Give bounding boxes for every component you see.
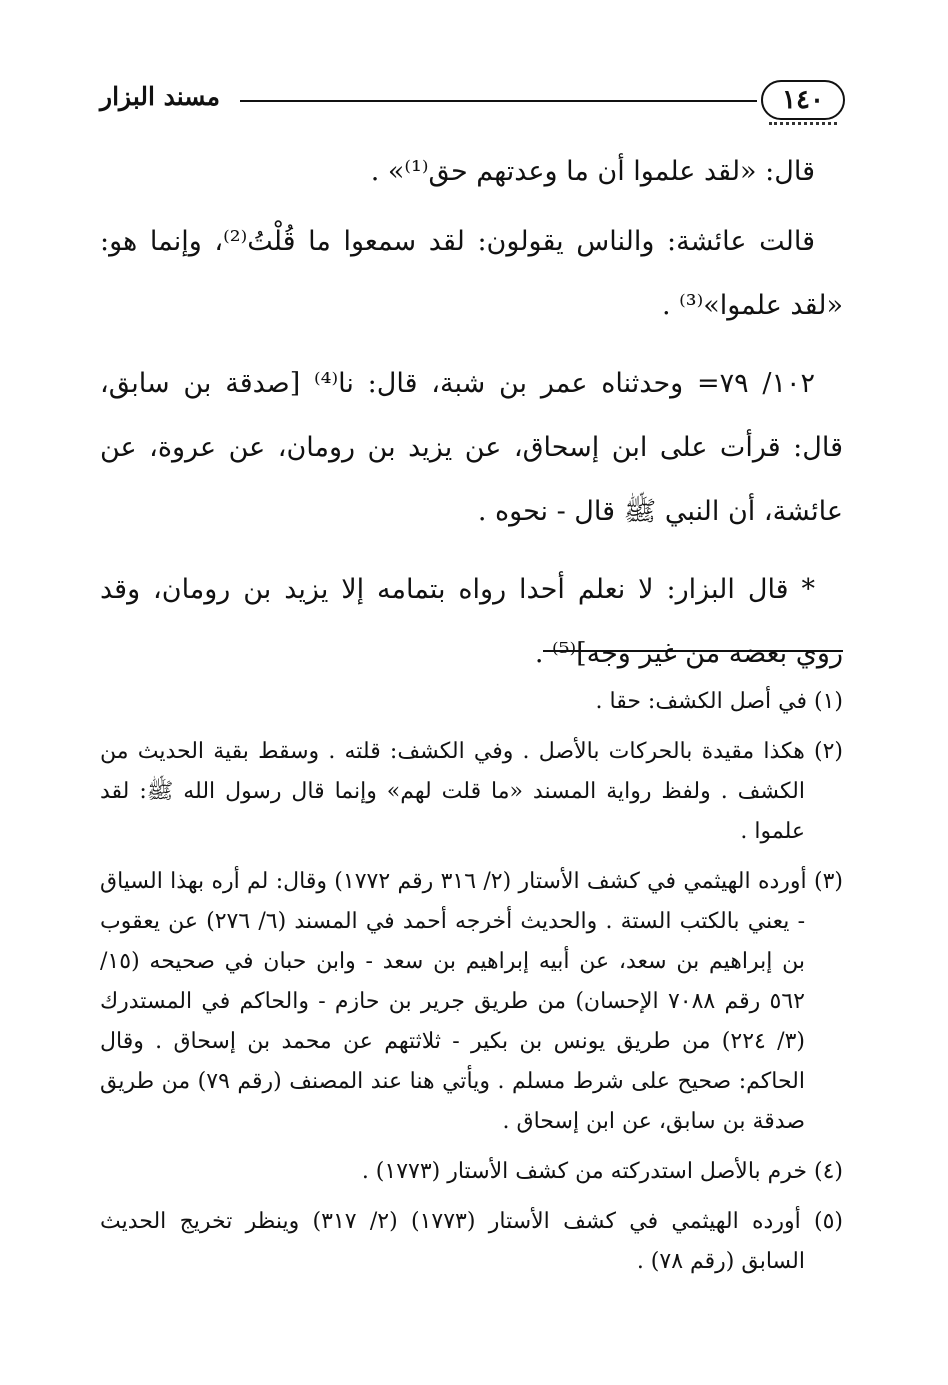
main-paragraph: قال: «لقد علموا أن ما وعدتهم حق⁽¹⁾» . — [370, 156, 815, 187]
running-title: مسند البزار — [100, 82, 220, 111]
footnotes — [100, 682, 843, 1292]
footnote: (٥) أورده الهيثمي في كشف الأستار (١٧٧٣) (٢/ ٣١٧) وينظر تخريج الحديث السابق (رقم ٧٨) . — [100, 1209, 843, 1274]
footnote: (٤) خرم بالأصل استدركته من كشف الأستار (١٧٧٣) . — [361, 1159, 843, 1184]
main-paragraph: * قال البزار: لا نعلم أحدا رواه بتمامه إلا يزيد بن رومان، وقد روي بعضه من غير وجه]⁽⁵⁾ . — [100, 574, 843, 669]
main-paragraph: قالت عائشة: والناس يقولون: لقد سمعوا ما قُلْتُ⁽²⁾، وإنما هو: «لقد علموا»⁽³⁾ . — [100, 226, 843, 321]
main-paragraph: ١٠٢/ ٧٩= وحدثناه عمر بن شبة، قال: نا⁽⁴⁾ [صدقة بن سابق، قال: قرأت على ابن إسحاق، عن يزيد بن رومان، عن عروة، عن عائشة، أن النبي ﷺ قال - نحوه . — [100, 368, 843, 527]
main-text — [100, 140, 843, 700]
footnote: (٣) أورده الهيثمي في كشف الأستار (٢/ ٣١٦ رقم ١٧٧٢) وقال: لم أره بهذا السياق - يعني بالكتب الستة . والحديث أخرجه أحمد في المسند (٦/ ٢٧٦) عن يعقوب بن إبراهيم بن سعد، عن أبيه إبراهيم بن سعد - وابن حبان في صحيحه (١٥/ ٥٦٢ رقم ٧٠٨٨ الإحسان) من طريق جرير بن حازم - والحاكم في المستدرك (٣/ ٢٢٤) من طريق يونس بن بكير - ثلاثتهم عن محمد بن إسحاق . وقال الحاكم: صحيح على شرط مسلم . ويأتي هنا عند المصنف (رقم ٧٩) من طريق صدقة بن سابق، عن ابن إسحاق . — [100, 869, 843, 1134]
header-rule — [240, 100, 757, 102]
page-header — [100, 78, 845, 128]
footnote: (٢) هكذا مقيدة بالحركات بالأصل . وفي الكشف: قلته . وسقط بقية الحديث من الكشف . ولفظ رواية المسند «ما قلت لهم» وإنما قال رسول الله ﷺ: لقد علموا . — [100, 739, 843, 844]
footnote: (١) في أصل الكشف: حقا . — [595, 689, 843, 714]
page-number: ١٤٠ — [761, 80, 845, 120]
footnote-separator — [543, 650, 843, 652]
